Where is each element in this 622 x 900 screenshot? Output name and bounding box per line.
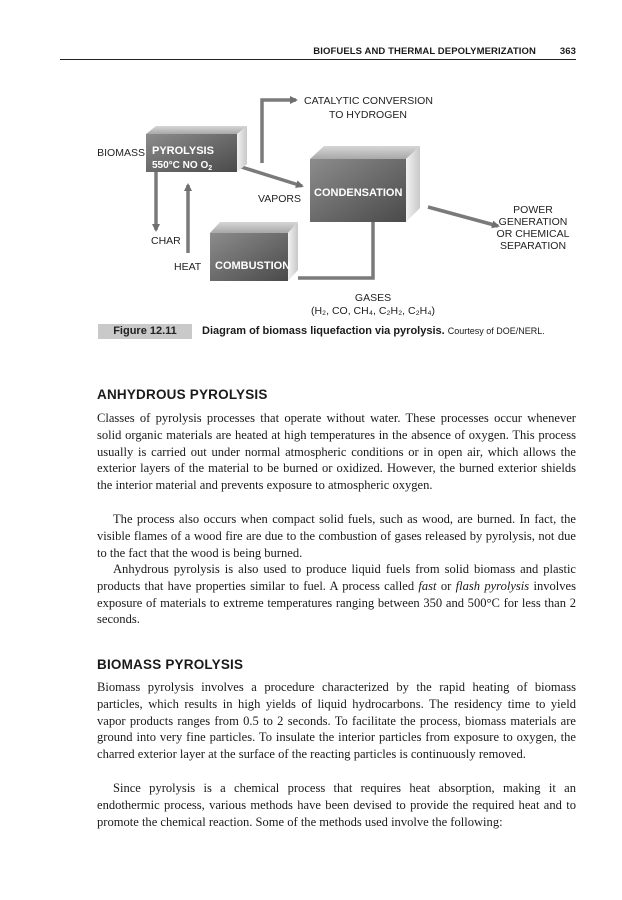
pyrolysis-diagram (90, 88, 580, 318)
section-heading-biomass: BIOMASS PYROLYSIS (97, 657, 244, 672)
figure-number: Figure 12.11 (98, 324, 192, 339)
power-label-line4: SEPARATION (499, 240, 567, 252)
figure-credit: Courtesy of DOE/NERL. (447, 326, 545, 336)
combustion-box (210, 222, 298, 281)
catalytic-label-line2: TO HYDROGEN (329, 109, 407, 121)
section-heading-anhydrous: ANHYDROUS PYROLYSIS (97, 387, 268, 402)
pyrolysis-box (146, 126, 247, 172)
paragraph: Since pyrolysis is a chemical process that requires heat absorption, making it an endothermic process, various methods have been devised to provide the required heat and to promote the chemical reaction. Some of the methods used involve the following: (97, 781, 576, 829)
running-title: BIOFUELS AND THERMAL DEPOLYMERIZATION (313, 46, 536, 57)
page-number: 363 (559, 46, 576, 57)
running-header (60, 45, 576, 60)
arrow-gases-return (298, 222, 373, 278)
figure-caption (98, 324, 578, 340)
paragraph: Biomass pyrolysis involves a procedure characterized by the rapid heating of biomass particles, which results in high yields of liquid hydrocarbons. The residency time to yield vapor products ranges from 0.5 to 2 seconds. To facilitate the process, biomass materials are ground into very fine particles. To insulate the interior particles from exposure to oxygen, the charred exterior layer at the surface of the reacting particles is continuously removed. (97, 680, 576, 762)
paragraph: The process also occurs when compact solid fuels, such as wood, are burned. In fact, the visible flames of a wood fire are due to the combustion of gases released by pyrolysis, not due to the fact that the wood is being burned. (97, 512, 576, 560)
power-label-line1: POWER (513, 204, 553, 216)
power-label-line2: GENERATION (498, 216, 568, 228)
heat-label: HEAT (174, 261, 202, 273)
paragraph: Anhydrous pyrolysis is also used to produce liquid fuels from solid biomass and plastic products that have properties similar to fuel. A process called fast or flash pyrolysis involves exposure of materials to extreme temperatures ranging between 350 and 500°C for less than 2 seconds. (97, 562, 576, 627)
gases-formula: (H₂, CO, CH₄, C₂H₂, C₂H₄) (310, 305, 436, 317)
figure-title: Diagram of biomass liquefaction via pyrolysis. Courtesy of DOE/NERL. (202, 325, 545, 337)
pyrolysis-conditions: 550°C NO $O_2$ (152, 160, 213, 172)
condensation-label: CONDENSATION (314, 187, 403, 199)
condensation-box (310, 146, 420, 222)
gases-label: GASES (354, 292, 392, 304)
arrow-to-power (428, 207, 498, 226)
biomass-label: BIOMASS (97, 147, 145, 159)
arrow-to-catalytic (262, 100, 296, 163)
vapors-label: VAPORS (258, 193, 301, 205)
char-label: CHAR (151, 235, 181, 247)
paragraph: Classes of pyrolysis processes that operate without water. These processes occur whenever solid organic materials are heated at high temperatures in the absence of oxygen. This process usually is carried out under normal atmospheric conditions or in open air, which allows the exterior layers of the material to be burned or oxidized. However, the burned exterior shields the interior material and prevents exposure to atmospheric oxygen. (97, 411, 576, 493)
power-label-line3: OR CHEMICAL (496, 228, 570, 240)
catalytic-label-line1: CATALYTIC CONVERSION (304, 95, 433, 107)
pyrolysis-label: PYROLYSIS (152, 145, 214, 157)
arrow-vapors (235, 165, 302, 186)
combustion-label: COMBUSTION (215, 260, 291, 272)
